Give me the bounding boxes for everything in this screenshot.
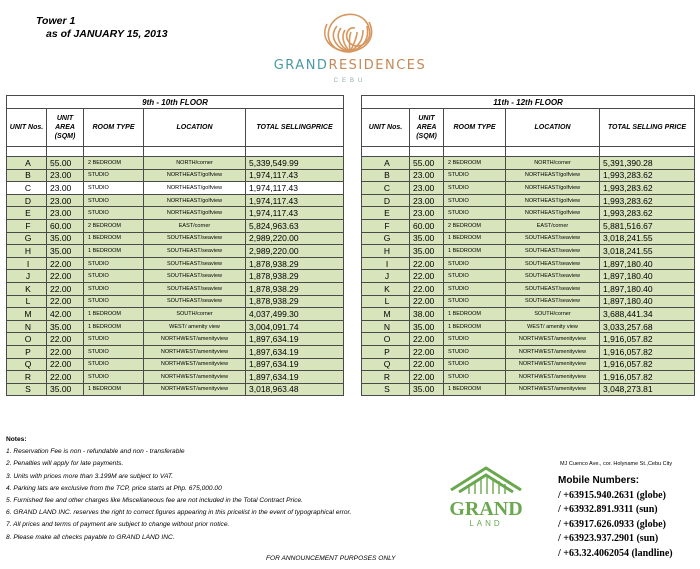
room-type-cell: 2 BEDROOM <box>84 157 144 170</box>
location-cell: NORTHEAST/golfview <box>144 169 246 182</box>
location-cell: SOUTHEAST/seaview <box>144 245 246 258</box>
room-type-cell: STUDIO <box>444 169 506 182</box>
room-type-cell: 1 BEDROOM <box>84 308 144 321</box>
note-item: 6. GRAND LAND INC. reserves the right to correct figures appearing in this pricelist in the event of typographical error. <box>6 509 352 517</box>
area-cell: 55.00 <box>47 157 84 170</box>
room-type-cell: STUDIO <box>84 270 144 283</box>
unit-cell: F <box>7 219 47 232</box>
unit-cell: H <box>362 245 410 258</box>
col-price: TOTAL SELLINGPRICE <box>246 109 344 147</box>
price-cell: 3,018,241.55 <box>600 232 695 245</box>
table-row <box>7 358 344 371</box>
location-cell: SOUTHEAST/seaview <box>506 295 600 308</box>
room-type-cell: STUDIO <box>84 257 144 270</box>
floor-title: 11th - 12th FLOOR <box>362 96 695 109</box>
logo-word-land: LAND <box>469 519 503 528</box>
area-cell: 35.00 <box>410 383 444 396</box>
price-cell: 1,897,180.40 <box>600 270 695 283</box>
col-area: UNIT AREA (SQM) <box>410 109 444 147</box>
location-cell: SOUTHEAST/seaview <box>506 282 600 295</box>
unit-cell: O <box>7 333 47 346</box>
room-type-cell: STUDIO <box>84 345 144 358</box>
phone-number: / +63.32.4062054 (landline) <box>558 547 673 559</box>
area-cell: 22.00 <box>410 257 444 270</box>
table-row <box>7 257 344 270</box>
price-cell: 4,037,499.30 <box>246 308 344 321</box>
price-cell: 3,004,091.74 <box>246 320 344 333</box>
price-cell: 1,897,180.40 <box>600 295 695 308</box>
price-cell: 1,916,057.82 <box>600 371 695 384</box>
price-cell: 1,878,938.29 <box>246 270 344 283</box>
area-cell: 42.00 <box>47 308 84 321</box>
table-row <box>362 182 695 195</box>
tower-label: Tower 1 <box>36 15 76 27</box>
as-of-date: as of JANUARY 15, 2013 <box>46 28 168 40</box>
brand-word-residences: RESIDENCES <box>328 58 427 73</box>
room-type-cell: 1 BEDROOM <box>84 320 144 333</box>
unit-cell: B <box>7 169 47 182</box>
price-cell: 5,339,549.99 <box>246 157 344 170</box>
footer-announcement: FOR ANNOUNCEMENT PURPOSES ONLY <box>266 555 396 562</box>
table-row <box>7 282 344 295</box>
room-type-cell: STUDIO <box>84 371 144 384</box>
table-row <box>362 308 695 321</box>
note-item: 8. Please make all checks payable to GRAND LAND INC. <box>6 533 175 541</box>
area-cell: 23.00 <box>410 182 444 195</box>
table-row <box>7 207 344 220</box>
room-type-cell: STUDIO <box>84 282 144 295</box>
table-row <box>362 320 695 333</box>
location-cell: NORTHWEST/amenityview <box>506 345 600 358</box>
price-cell: 5,391,390.28 <box>600 157 695 170</box>
room-type-cell: 1 BEDROOM <box>84 383 144 396</box>
room-type-cell: STUDIO <box>84 194 144 207</box>
area-cell: 35.00 <box>47 232 84 245</box>
room-type-cell: STUDIO <box>444 270 506 283</box>
note-item: 1. Reservation Fee is non - refundable and non - transferable <box>6 448 185 456</box>
location-cell: SOUTHEAST/seaview <box>144 270 246 283</box>
room-type-cell: STUDIO <box>444 345 506 358</box>
area-cell: 35.00 <box>47 320 84 333</box>
col-unit: UNIT Nos. <box>362 109 410 147</box>
notes-list <box>6 446 456 544</box>
area-cell: 35.00 <box>410 245 444 258</box>
brand-city: CEBU <box>333 78 367 84</box>
price-cell: 3,033,257.68 <box>600 320 695 333</box>
room-type-cell: STUDIO <box>444 194 506 207</box>
price-cell: 1,974,117.43 <box>246 169 344 182</box>
price-cell: 3,048,273.81 <box>600 383 695 396</box>
location-cell: SOUTHEAST/seaview <box>506 245 600 258</box>
area-cell: 35.00 <box>47 245 84 258</box>
location-cell: NORTHEAST/golfview <box>506 194 600 207</box>
room-type-cell: 1 BEDROOM <box>444 245 506 258</box>
floor-title: 9th - 10th FLOOR <box>7 96 344 109</box>
table-row <box>362 358 695 371</box>
price-cell: 1,897,180.40 <box>600 282 695 295</box>
table-row <box>362 257 695 270</box>
table-row <box>362 207 695 220</box>
area-cell: 22.00 <box>410 358 444 371</box>
area-cell: 22.00 <box>47 333 84 346</box>
table-row <box>7 219 344 232</box>
unit-cell: S <box>362 383 410 396</box>
table-row <box>362 383 695 396</box>
location-cell: WEST/ amenity view <box>144 320 246 333</box>
area-cell: 22.00 <box>47 295 84 308</box>
price-cell: 1,897,634.19 <box>246 333 344 346</box>
unit-cell: K <box>362 282 410 295</box>
area-cell: 60.00 <box>410 219 444 232</box>
unit-cell: H <box>7 245 47 258</box>
area-cell: 22.00 <box>410 345 444 358</box>
area-cell: 23.00 <box>47 182 84 195</box>
area-cell: 22.00 <box>47 257 84 270</box>
price-cell: 3,018,963.48 <box>246 383 344 396</box>
location-cell: SOUTHEAST/seaview <box>144 257 246 270</box>
location-cell: NORTHEAST/golfview <box>144 207 246 220</box>
phone-number: / +63932.891.9311 (sun) <box>558 504 658 515</box>
area-cell: 23.00 <box>47 207 84 220</box>
location-cell: WEST/ amenity view <box>506 320 600 333</box>
price-cell: 3,688,441.34 <box>600 308 695 321</box>
table-row <box>362 282 695 295</box>
location-cell: NORTHEAST/golfview <box>144 182 246 195</box>
unit-cell: P <box>7 345 47 358</box>
location-cell: NORTHWEST/amenityview <box>144 383 246 396</box>
company-address: MJ Cuenco Ave., cor. Holyname St.,Cebu City <box>560 461 673 467</box>
location-cell: SOUTHEAST/seaview <box>144 232 246 245</box>
room-type-cell: STUDIO <box>84 182 144 195</box>
price-cell: 1,916,057.82 <box>600 345 695 358</box>
room-type-cell: 1 BEDROOM <box>84 232 144 245</box>
room-type-cell: 1 BEDROOM <box>84 245 144 258</box>
unit-cell: Q <box>7 358 47 371</box>
location-cell: NORTHWEST/amenityview <box>506 333 600 346</box>
location-cell: SOUTH/corner <box>144 308 246 321</box>
phone-number: / +63915.940.2631 (globe) <box>558 489 666 501</box>
table-row <box>362 232 695 245</box>
phone-number: / +63917.626.0933 (globe) <box>558 518 666 530</box>
unit-cell: N <box>362 320 410 333</box>
price-cell: 1,878,938.29 <box>246 295 344 308</box>
unit-cell: G <box>362 232 410 245</box>
location-cell: NORTHWEST/amenityview <box>506 383 600 396</box>
room-type-cell: STUDIO <box>444 182 506 195</box>
room-type-cell: STUDIO <box>444 371 506 384</box>
col-room-type: ROOM TYPE <box>84 109 144 147</box>
room-type-cell: STUDIO <box>444 358 506 371</box>
price-cell: 5,881,516.67 <box>600 219 695 232</box>
table-row <box>7 333 344 346</box>
area-cell: 22.00 <box>410 333 444 346</box>
col-room-type: ROOM TYPE <box>444 109 506 147</box>
unit-cell: I <box>362 257 410 270</box>
area-cell: 22.00 <box>410 371 444 384</box>
location-cell: NORTHWEST/amenityview <box>144 333 246 346</box>
table-row <box>7 182 344 195</box>
table-row <box>362 219 695 232</box>
room-type-cell: 1 BEDROOM <box>444 232 506 245</box>
unit-cell: B <box>362 169 410 182</box>
price-cell: 3,018,241.55 <box>600 245 695 258</box>
col-area: UNIT AREA (SQM) <box>47 109 84 147</box>
location-cell: NORTHWEST/amenityview <box>506 371 600 384</box>
table-row <box>7 245 344 258</box>
area-cell: 38.00 <box>410 308 444 321</box>
table-row <box>7 157 344 170</box>
price-cell: 1,897,634.19 <box>246 371 344 384</box>
location-cell: EAST/corner <box>144 219 246 232</box>
header-block <box>36 15 168 41</box>
area-cell: 22.00 <box>410 270 444 283</box>
unit-cell: P <box>362 345 410 358</box>
table-row <box>7 345 344 358</box>
unit-cell: E <box>7 207 47 220</box>
area-cell: 22.00 <box>47 282 84 295</box>
unit-cell: L <box>7 295 47 308</box>
table-row <box>7 194 344 207</box>
room-type-cell: STUDIO <box>84 207 144 220</box>
unit-cell: S <box>7 383 47 396</box>
room-type-cell: 1 BEDROOM <box>444 383 506 396</box>
price-cell: 2,989,220.00 <box>246 232 344 245</box>
brand-wordmark <box>250 58 450 73</box>
mobile-title: Mobile Numbers: <box>558 475 640 486</box>
price-cell: 1,897,634.19 <box>246 358 344 371</box>
table-row <box>362 333 695 346</box>
price-cell: 5,824,963.63 <box>246 219 344 232</box>
location-cell: EAST/corner <box>506 219 600 232</box>
note-item: 2. Penalties will apply for late payments. <box>6 460 124 468</box>
area-cell: 22.00 <box>47 371 84 384</box>
table-row <box>7 308 344 321</box>
room-type-cell: STUDIO <box>444 295 506 308</box>
price-cell: 1,993,283.62 <box>600 182 695 195</box>
location-cell: SOUTHEAST/seaview <box>144 295 246 308</box>
location-cell: NORTHEAST/golfview <box>506 182 600 195</box>
room-type-cell: STUDIO <box>444 207 506 220</box>
area-cell: 22.00 <box>410 295 444 308</box>
unit-cell: E <box>362 207 410 220</box>
col-unit: UNIT Nos. <box>7 109 47 147</box>
unit-cell: R <box>362 371 410 384</box>
grand-land-logo <box>447 462 525 530</box>
area-cell: 35.00 <box>410 232 444 245</box>
room-type-cell: STUDIO <box>84 295 144 308</box>
location-cell: NORTHWEST/amenityview <box>506 358 600 371</box>
note-item: 5. Furnished fee and other charges like Miscellaneous fee are not included in the Total Contract Price. <box>6 497 304 505</box>
room-type-cell: STUDIO <box>444 333 506 346</box>
price-table-11th-12th <box>361 95 695 396</box>
unit-cell: M <box>362 308 410 321</box>
room-type-cell: STUDIO <box>444 257 506 270</box>
col-price: TOTAL SELLING PRICE <box>600 109 695 147</box>
spacer-row <box>362 147 695 157</box>
location-cell: NORTHWEST/amenityview <box>144 358 246 371</box>
price-cell: 1,916,057.82 <box>600 358 695 371</box>
price-cell: 1,974,117.43 <box>246 207 344 220</box>
phone-number: / +63923.937.2901 (sun) <box>558 533 659 544</box>
location-cell: NORTH/corner <box>506 157 600 170</box>
table-row <box>362 194 695 207</box>
table-row <box>7 383 344 396</box>
table-row <box>7 270 344 283</box>
unit-cell: C <box>7 182 47 195</box>
location-cell: NORTH/corner <box>144 157 246 170</box>
unit-cell: R <box>7 371 47 384</box>
unit-cell: A <box>7 157 47 170</box>
table-row <box>362 371 695 384</box>
table-row <box>7 320 344 333</box>
table-body <box>362 157 695 396</box>
area-cell: 23.00 <box>47 194 84 207</box>
area-cell: 35.00 <box>410 320 444 333</box>
price-cell: 1,993,283.62 <box>600 194 695 207</box>
brand-word-grand: GRAND <box>273 58 329 73</box>
logo-word-grand: GRAND <box>449 498 523 520</box>
unit-cell: G <box>7 232 47 245</box>
room-type-cell: STUDIO <box>84 333 144 346</box>
room-type-cell: 2 BEDROOM <box>444 219 506 232</box>
col-location: LOCATION <box>506 109 600 147</box>
location-cell: NORTHWEST/amenityview <box>144 345 246 358</box>
note-item: 3. Units with prices more than 3.199M are subject to VAT. <box>6 472 174 480</box>
price-cell: 1,974,117.43 <box>246 194 344 207</box>
table-row <box>362 169 695 182</box>
unit-cell: M <box>7 308 47 321</box>
table-row <box>7 232 344 245</box>
price-table-9th-10th <box>6 95 344 396</box>
price-cell: 1,878,938.29 <box>246 282 344 295</box>
price-cell: 1,878,938.29 <box>246 257 344 270</box>
unit-cell: A <box>362 157 410 170</box>
unit-cell: J <box>362 270 410 283</box>
location-cell: SOUTHEAST/seaview <box>506 270 600 283</box>
phone-list <box>558 489 673 562</box>
grand-residences-logo <box>250 0 450 88</box>
unit-cell: K <box>7 282 47 295</box>
price-cell: 1,993,283.62 <box>600 169 695 182</box>
room-type-cell: STUDIO <box>84 358 144 371</box>
room-type-cell: 2 BEDROOM <box>444 157 506 170</box>
room-type-cell: STUDIO <box>444 282 506 295</box>
table-row <box>362 157 695 170</box>
unit-cell: N <box>7 320 47 333</box>
area-cell: 55.00 <box>410 157 444 170</box>
table-row <box>362 270 695 283</box>
area-cell: 22.00 <box>410 282 444 295</box>
price-cell: 1,993,283.62 <box>600 207 695 220</box>
unit-cell: I <box>7 257 47 270</box>
area-cell: 23.00 <box>410 207 444 220</box>
table-row <box>362 295 695 308</box>
unit-cell: L <box>362 295 410 308</box>
area-cell: 22.00 <box>47 345 84 358</box>
price-cell: 1,897,180.40 <box>600 257 695 270</box>
location-cell: SOUTHEAST/seaview <box>506 257 600 270</box>
room-type-cell: STUDIO <box>84 169 144 182</box>
room-type-cell: 1 BEDROOM <box>444 320 506 333</box>
table-row <box>7 295 344 308</box>
shell-logo-icon <box>315 0 385 62</box>
notes-section <box>6 434 456 544</box>
col-location: LOCATION <box>144 109 246 147</box>
note-item: 4. Parking lats are exclusive from the TCP, price starts at Php. 675,000.00 <box>6 484 222 492</box>
room-type-cell: 1 BEDROOM <box>444 308 506 321</box>
area-cell: 22.00 <box>47 270 84 283</box>
unit-cell: F <box>362 219 410 232</box>
unit-cell: Q <box>362 358 410 371</box>
house-roof-logo-icon <box>447 462 525 530</box>
table-row <box>362 245 695 258</box>
unit-cell: D <box>7 194 47 207</box>
location-cell: NORTHEAST/golfview <box>506 169 600 182</box>
room-type-cell: 2 BEDROOM <box>84 219 144 232</box>
price-cell: 1,897,634.19 <box>246 345 344 358</box>
unit-cell: D <box>362 194 410 207</box>
area-cell: 22.00 <box>47 358 84 371</box>
location-cell: SOUTHEAST/seaview <box>144 282 246 295</box>
unit-cell: C <box>362 182 410 195</box>
price-cell: 2,989,220.00 <box>246 245 344 258</box>
note-item: 7. All prices and terms of payment are subject to change without prior notice. <box>6 521 230 529</box>
area-cell: 23.00 <box>47 169 84 182</box>
area-cell: 35.00 <box>47 383 84 396</box>
location-cell: NORTHEAST/golfview <box>506 207 600 220</box>
notes-title: Notes: <box>6 436 27 443</box>
spacer-row <box>7 147 344 157</box>
unit-cell: J <box>7 270 47 283</box>
table-row <box>362 345 695 358</box>
table-body <box>7 157 344 396</box>
location-cell: NORTHEAST/golfview <box>144 194 246 207</box>
location-cell: SOUTH/corner <box>506 308 600 321</box>
area-cell: 60.00 <box>47 219 84 232</box>
area-cell: 23.00 <box>410 194 444 207</box>
table-row <box>7 169 344 182</box>
location-cell: SOUTHEAST/seaview <box>506 232 600 245</box>
price-cell: 1,974,117.43 <box>246 182 344 195</box>
price-cell: 1,916,057.82 <box>600 333 695 346</box>
area-cell: 23.00 <box>410 169 444 182</box>
unit-cell: O <box>362 333 410 346</box>
mobile-numbers-block <box>558 474 673 561</box>
table-row <box>7 371 344 384</box>
location-cell: NORTHWEST/amenityview <box>144 371 246 384</box>
